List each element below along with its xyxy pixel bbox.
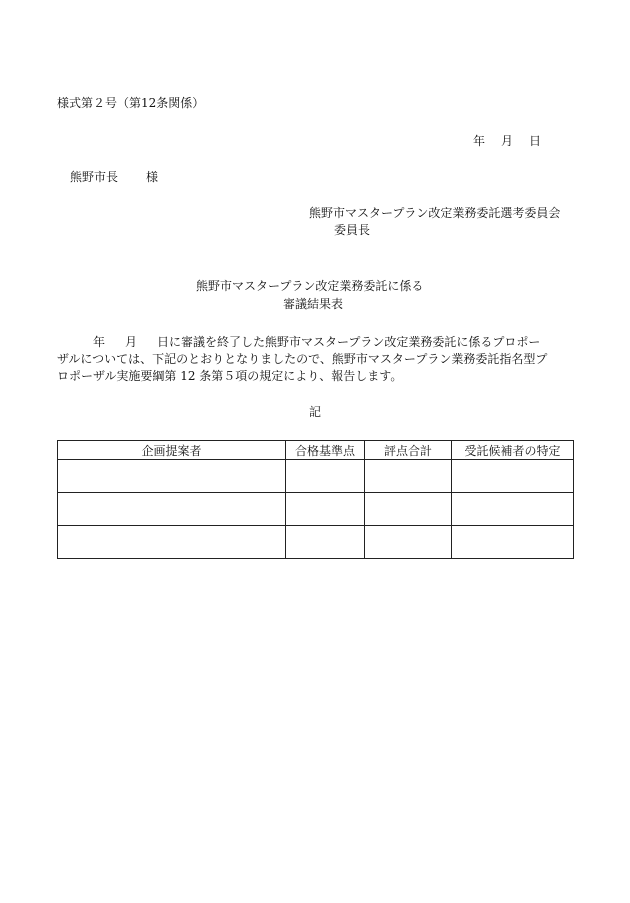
body-month: 月	[125, 335, 138, 349]
body-paragraph	[57, 334, 577, 385]
table-row	[58, 493, 574, 526]
header-proposer: 企画提案者	[58, 441, 286, 460]
table-cell	[365, 460, 452, 493]
table-cell	[452, 460, 574, 493]
document-title-line2: 審議結果表	[283, 297, 344, 311]
addressee-name: 熊野市長	[70, 170, 119, 184]
results-table	[57, 440, 574, 559]
table-cell	[452, 526, 574, 559]
date-year: 年	[473, 134, 486, 148]
table-cell	[286, 460, 365, 493]
addressee	[70, 170, 158, 184]
table-cell	[286, 493, 365, 526]
table-cell	[58, 460, 286, 493]
addressee-honorific: 様	[146, 170, 159, 184]
table-cell	[58, 526, 286, 559]
body-line-3: ロポーザル実施要綱第 12 条第５項の規定により、報告します。	[57, 369, 403, 383]
table-cell	[452, 493, 574, 526]
table-row	[58, 526, 574, 559]
body-line-2: ザルについては、下記のとおりとなりましたので、熊野市マスタープラン業務委託指名型プ	[57, 352, 548, 366]
form-number: 様式第２号（第12条関係）	[57, 96, 205, 110]
date-line	[473, 134, 541, 148]
sender-committee: 熊野市マスタープラン改定業務委託選考委員会	[309, 206, 561, 220]
body-year: 年	[93, 335, 106, 349]
sender-role: 委員長	[334, 223, 371, 237]
body-line-1	[57, 334, 577, 351]
table-row	[58, 460, 574, 493]
document-title-line1: 熊野市マスタープラン改定業務委託に係る	[196, 279, 424, 293]
table-cell	[365, 526, 452, 559]
body-line-1-rest: 日に審議を終了した熊野市マスタープラン改定業務委託に係るプロポー	[157, 335, 541, 349]
header-candidate: 受託候補者の特定	[452, 441, 574, 460]
date-day: 日	[529, 134, 542, 148]
header-passing-score: 合格基準点	[286, 441, 365, 460]
table-header-row	[58, 441, 574, 460]
table-cell	[365, 493, 452, 526]
ki-heading: 記	[309, 405, 322, 419]
header-total-score: 評点合計	[365, 441, 452, 460]
date-month: 月	[501, 134, 514, 148]
table-cell	[286, 526, 365, 559]
table-cell	[58, 493, 286, 526]
